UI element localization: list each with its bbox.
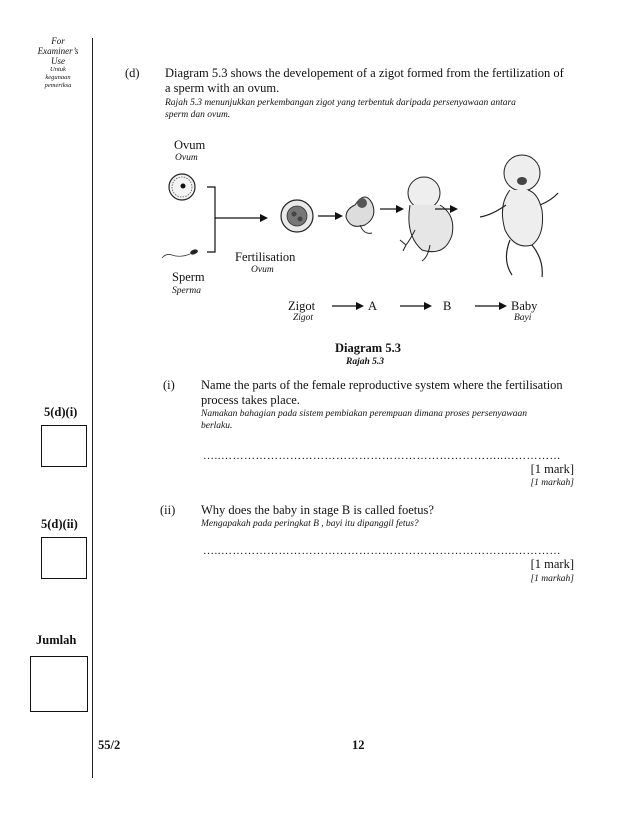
diagram-caption-malay: Rajah 5.3 (346, 357, 385, 367)
score-box-total[interactable] (30, 656, 88, 712)
part-i-malay (201, 408, 581, 432)
header-line: For (51, 36, 65, 46)
part-i-number: (i) (163, 378, 175, 392)
arrow-icon (332, 301, 364, 311)
fertilisation-label-malay: Ovum (251, 265, 274, 275)
paper-code: 55/2 (98, 738, 121, 752)
mark-i-malay: [1 markah] (530, 478, 574, 488)
label-5dii: 5(d)(ii) (41, 517, 78, 531)
stage-a-label: A (368, 299, 378, 313)
answer-line-i[interactable]: …..………………………………………………………………..…………… (203, 450, 561, 462)
part-i-text (201, 378, 581, 408)
sperm-illustration (162, 248, 199, 258)
question-line: a sperm with an ovum. (165, 81, 280, 95)
header-line: Use (51, 56, 65, 66)
zigot-label: Zigot (288, 299, 316, 313)
ovum-label: Ovum (174, 138, 206, 152)
diagram-caption: Diagram 5.3 (335, 341, 401, 355)
mark-ii-malay: [1 markah] (530, 574, 574, 584)
question-number: (d) (125, 66, 140, 80)
part-i-malay-line: Namakan bahagian pada sistem pembiakan perempuan dimana proses persenyawaan (201, 409, 527, 419)
mark-ii: [1 mark] (530, 557, 574, 571)
header-line-malay: Untuk (50, 66, 66, 73)
question-malay (165, 97, 585, 121)
stage-b-label: B (443, 299, 452, 313)
score-box-5di[interactable] (41, 425, 87, 467)
page-number: 12 (352, 738, 365, 752)
margin-divider (92, 38, 93, 778)
question-text (165, 66, 585, 96)
part-i-line: process takes place. (201, 393, 300, 407)
fertilisation-label: Fertilisation (235, 250, 296, 264)
score-box-5dii[interactable] (41, 537, 87, 579)
development-diagram (160, 145, 580, 305)
zygote-illustration (281, 200, 313, 232)
part-ii-number: (ii) (160, 503, 176, 517)
examiner-use-header (30, 36, 86, 90)
malay-line: Rajah 5.3 menunjukkan perkembangan zigot yang terbentuk daripada persenyawaan antara (165, 98, 516, 108)
mark-i: [1 mark] (530, 462, 574, 476)
part-i-malay-line: berlaku. (201, 421, 233, 431)
foetus-illustration (400, 177, 453, 261)
header-line-malay: kegunaan (45, 74, 71, 81)
label-jumlah: Jumlah (36, 633, 77, 647)
embryo-illustration (346, 197, 374, 233)
header-line: Examiner’s (37, 46, 79, 56)
arrow-icon (475, 301, 507, 311)
question-line: Diagram 5.3 shows the developement of a zigot formed from the fertilization of (165, 66, 564, 80)
answer-line-ii[interactable]: …..…………………………………………………………………..………… (203, 545, 561, 557)
part-i-line: Name the parts of the female reproductive system where the fertilisation (201, 378, 563, 392)
header-line-malay: pemeriksa (44, 82, 72, 89)
part-ii-text: Why does the baby in stage B is called foetus? (201, 503, 434, 517)
malay-line: sperm dan ovum. (165, 110, 231, 120)
ovum-illustration (169, 174, 195, 200)
arrow-icon (400, 301, 432, 311)
part-ii-malay: Mengapakah pada peringkat B , bayi itu dipanggil fetus? (201, 519, 419, 529)
baby-illustration (480, 155, 558, 277)
sperm-label: Sperm (172, 270, 205, 284)
ovum-label-malay: Ovum (175, 153, 198, 163)
label-5di: 5(d)(i) (44, 405, 78, 419)
baby-label: Baby (511, 299, 538, 313)
zigot-label-malay: Zigot (293, 313, 314, 323)
sperm-label-malay: Sperma (172, 286, 202, 296)
baby-label-malay: Bayi (514, 313, 532, 323)
